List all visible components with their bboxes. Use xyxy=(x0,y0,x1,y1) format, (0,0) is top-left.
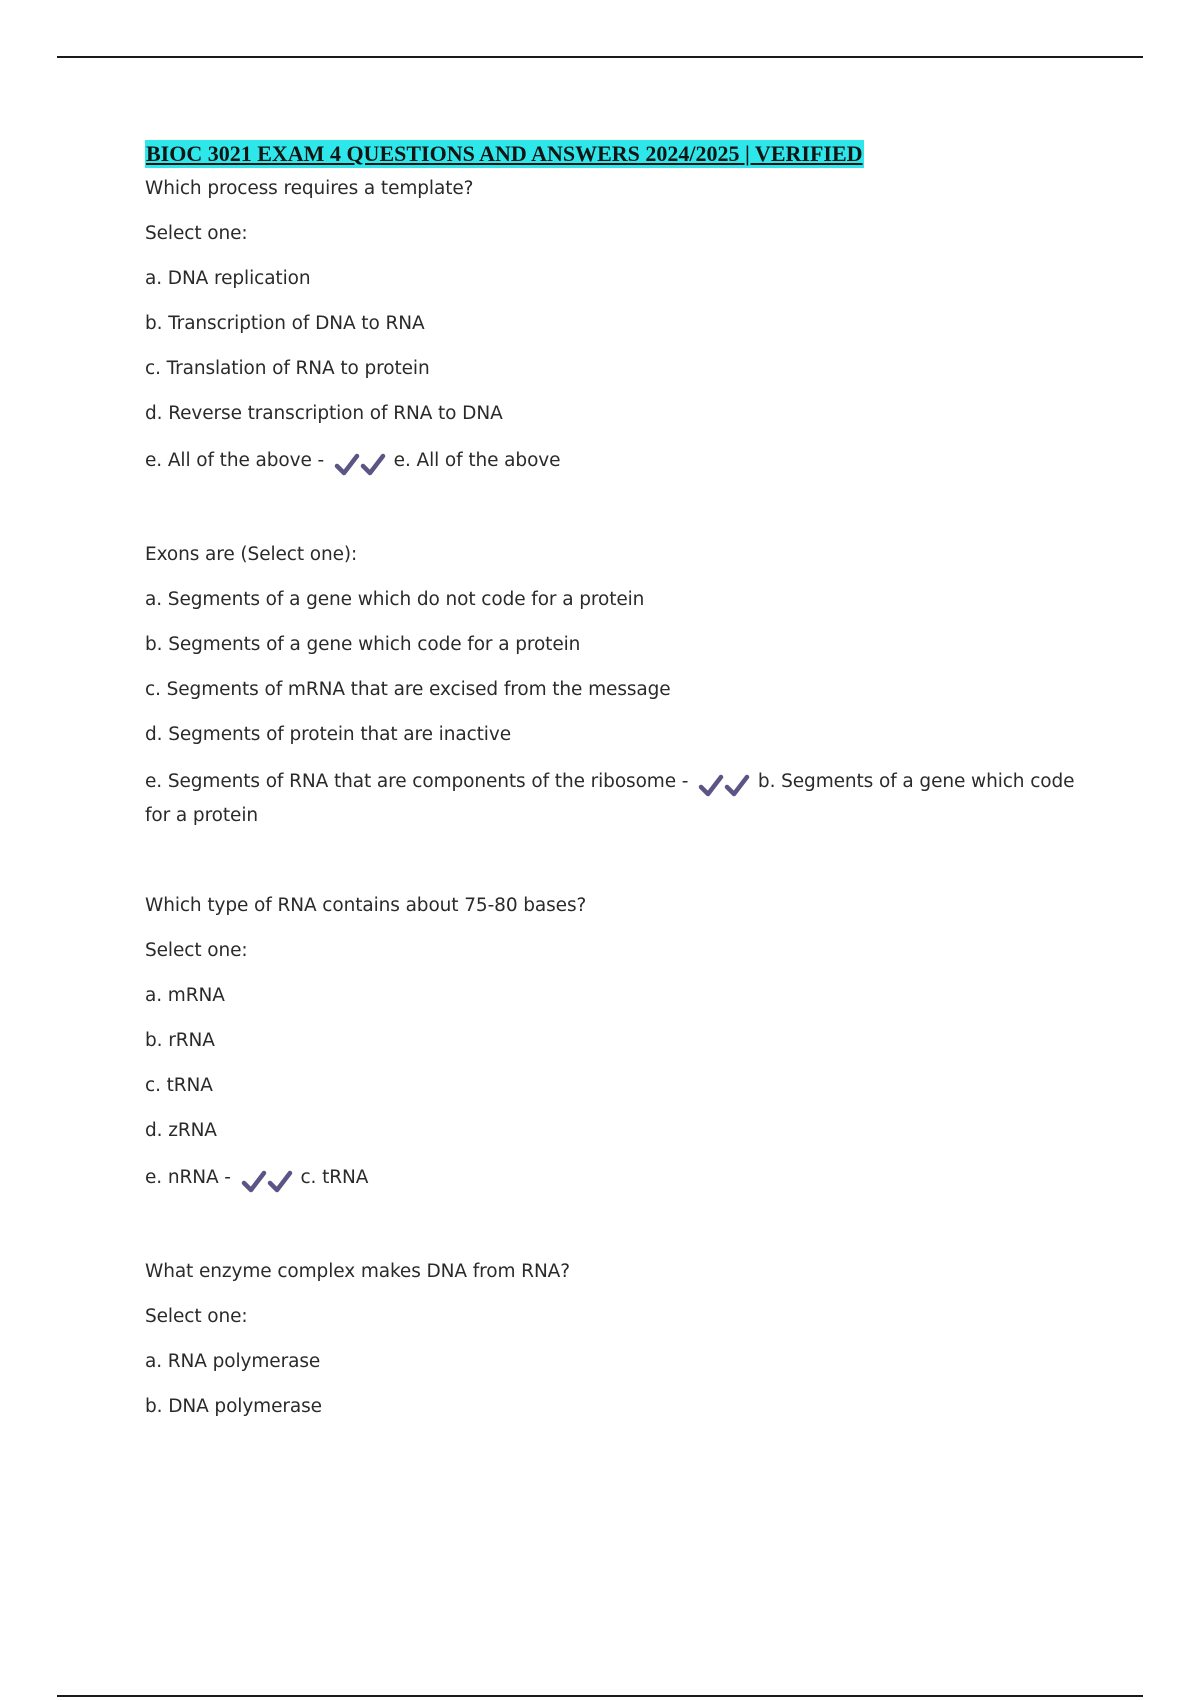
option-with-answer xyxy=(145,1163,1095,1197)
check-icon xyxy=(267,1170,293,1194)
option-item: b. DNA polymerase xyxy=(145,1396,322,1417)
option-item: b. Segments of a gene which code for a protein xyxy=(145,634,581,655)
question-instruction: Select one: xyxy=(145,1306,248,1327)
question-text: Exons are (Select one): xyxy=(145,544,358,565)
correct-answer: b. Segments of a gene which code for a protein xyxy=(145,771,1075,826)
question-block xyxy=(145,893,1095,1197)
document-title: BIOC 3021 EXAM 4 QUESTIONS AND ANSWERS 2024/2025 | VERIFIED xyxy=(146,141,863,166)
option-item: d. zRNA xyxy=(145,1120,217,1141)
option-item: c. tRNA xyxy=(145,1075,213,1096)
option-item: e. All of the above - xyxy=(145,450,325,471)
option-item: b. rRNA xyxy=(145,1030,215,1051)
question-block xyxy=(145,542,1095,831)
option-item: c. Translation of RNA to protein xyxy=(145,358,430,379)
correct-answer: e. All of the above xyxy=(393,450,561,471)
question-block xyxy=(145,176,1095,480)
question-text: Which type of RNA contains about 75-80 bases? xyxy=(145,895,587,916)
option-item: c. Segments of mRNA that are excised from the message xyxy=(145,679,671,700)
check-icon xyxy=(698,774,724,798)
option-item: b. Transcription of DNA to RNA xyxy=(145,313,425,334)
option-item: e. Segments of RNA that are components of the ribosome - xyxy=(145,771,689,792)
option-item: a. RNA polymerase xyxy=(145,1351,321,1372)
check-icon xyxy=(360,453,386,477)
question-text: Which process requires a template? xyxy=(145,178,474,199)
option-item: e. nRNA - xyxy=(145,1167,231,1188)
check-icon xyxy=(724,774,750,798)
spacer xyxy=(145,1197,1095,1259)
top-rule xyxy=(57,56,1143,58)
spacer xyxy=(145,831,1095,893)
question-instruction: Select one: xyxy=(145,940,248,961)
option-item: a. DNA replication xyxy=(145,268,311,289)
question-instruction: Select one: xyxy=(145,223,248,244)
correct-answer: c. tRNA xyxy=(300,1167,369,1188)
document-body xyxy=(145,140,1095,1439)
double-check-icon xyxy=(241,1167,293,1197)
option-item: a. mRNA xyxy=(145,985,225,1006)
question-block xyxy=(145,1259,1095,1420)
check-icon xyxy=(241,1170,267,1194)
check-icon xyxy=(334,453,360,477)
double-check-icon xyxy=(698,771,750,801)
option-item: d. Segments of protein that are inactive xyxy=(145,724,511,745)
option-item: d. Reverse transcription of RNA to DNA xyxy=(145,403,503,424)
double-check-icon xyxy=(334,450,386,480)
question-text: What enzyme complex makes DNA from RNA? xyxy=(145,1261,570,1282)
option-with-answer xyxy=(145,767,1095,831)
bottom-rule xyxy=(57,1695,1143,1697)
option-with-answer xyxy=(145,446,1095,480)
option-item: a. Segments of a gene which do not code for a protein xyxy=(145,589,645,610)
spacer xyxy=(145,480,1095,542)
